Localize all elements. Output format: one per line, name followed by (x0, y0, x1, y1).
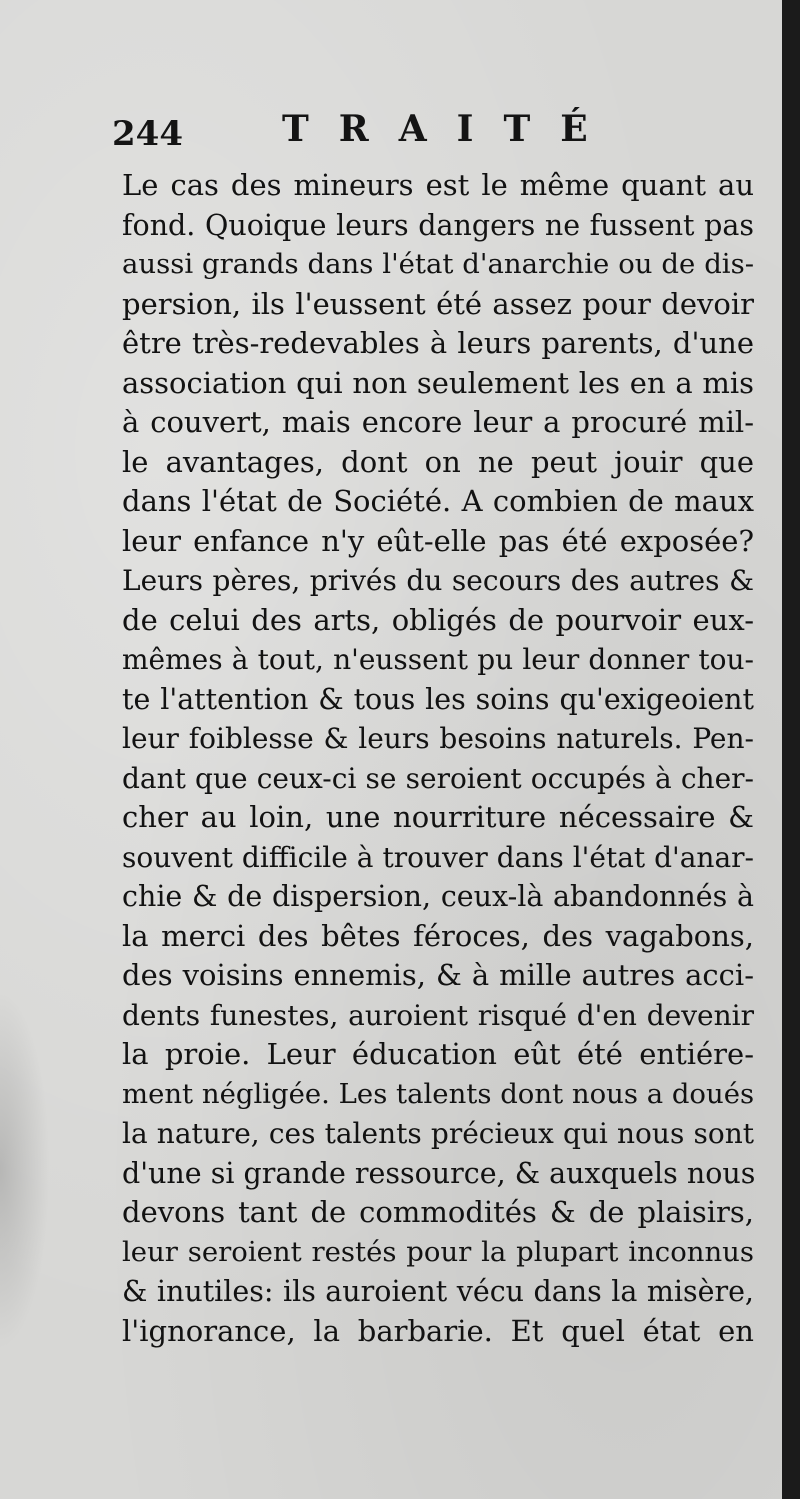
page-number: 244 (112, 114, 183, 154)
text-line: aussi grands dans l'état d'anarchie ou de dis- (122, 248, 754, 280)
book-spine-shadow (782, 0, 800, 1499)
page-header (112, 108, 632, 158)
text-line: devons tant de commodités & de plaisirs, (122, 1195, 754, 1229)
text-line: dant que ceux-ci se seroient occupés à cher- (122, 761, 754, 795)
text-line: à couvert, mais encore leur a procuré mil- (122, 405, 754, 439)
text-line: Le cas des mineurs est le même quant au (122, 168, 754, 202)
body-text (122, 166, 754, 1351)
text-line: te l'attention & tous les soins qu'exigeoient (122, 682, 754, 716)
text-line: l'ignorance, la barbarie. Et quel état en (122, 1313, 754, 1348)
text-line: association qui non seulement les en a mis (122, 365, 754, 400)
text-line: le avantages, dont on ne peut jouir que (122, 444, 754, 479)
text-line: mêmes à tout, n'eussent pu leur donner tou- (122, 643, 754, 676)
text-line: de celui des arts, obligés de pourvoir eux- (122, 602, 754, 637)
text-line: être très-redevables à leurs parents, d'une (122, 326, 754, 360)
text-line: leur enfance n'y eût-elle pas été exposée? (122, 523, 754, 558)
text-line: dents funestes, auroient risqué d'en devenir (122, 998, 754, 1032)
text-line: cher au loin, une nourriture nécessaire & (122, 800, 754, 834)
text-line: la nature, ces talents précieux qui nous sont (122, 1117, 754, 1150)
text-line: d'une si grande ressource, & auxquels nous (122, 1156, 756, 1190)
text-line: la proie. Leur éducation eût été entiére- (122, 1037, 754, 1071)
text-line: leur seroient restés pour la plupart inconnus (122, 1235, 754, 1268)
text-line: persion, ils l'eussent été assez pour devoir (122, 286, 754, 321)
running-title: TRAITÉ (282, 108, 618, 150)
text-line: & inutiles: ils auroient vécu dans la misère, (122, 1275, 754, 1308)
text-line: la merci des bêtes féroces, des vagabons, (122, 918, 754, 953)
text-line: ment négligée. Les talents dont nous a doués (122, 1077, 755, 1110)
text-line: souvent difficile à trouver dans l'état d'anar- (122, 840, 754, 874)
text-line: fond. Quoique leurs dangers ne fussent pas (122, 208, 754, 242)
text-line: des voisins ennemis, & à mille autres acci- (122, 958, 754, 992)
text-line: Leurs pères, privés du secours des autres & (122, 564, 754, 597)
page-stain (0, 990, 50, 1350)
text-line: chie & de dispersion, ceux-là abandonnés à (122, 880, 754, 913)
text-line: leur foiblesse & leurs besoins naturels. Pen- (122, 722, 754, 755)
text-line: dans l'état de Société. A combien de maux (122, 484, 754, 518)
